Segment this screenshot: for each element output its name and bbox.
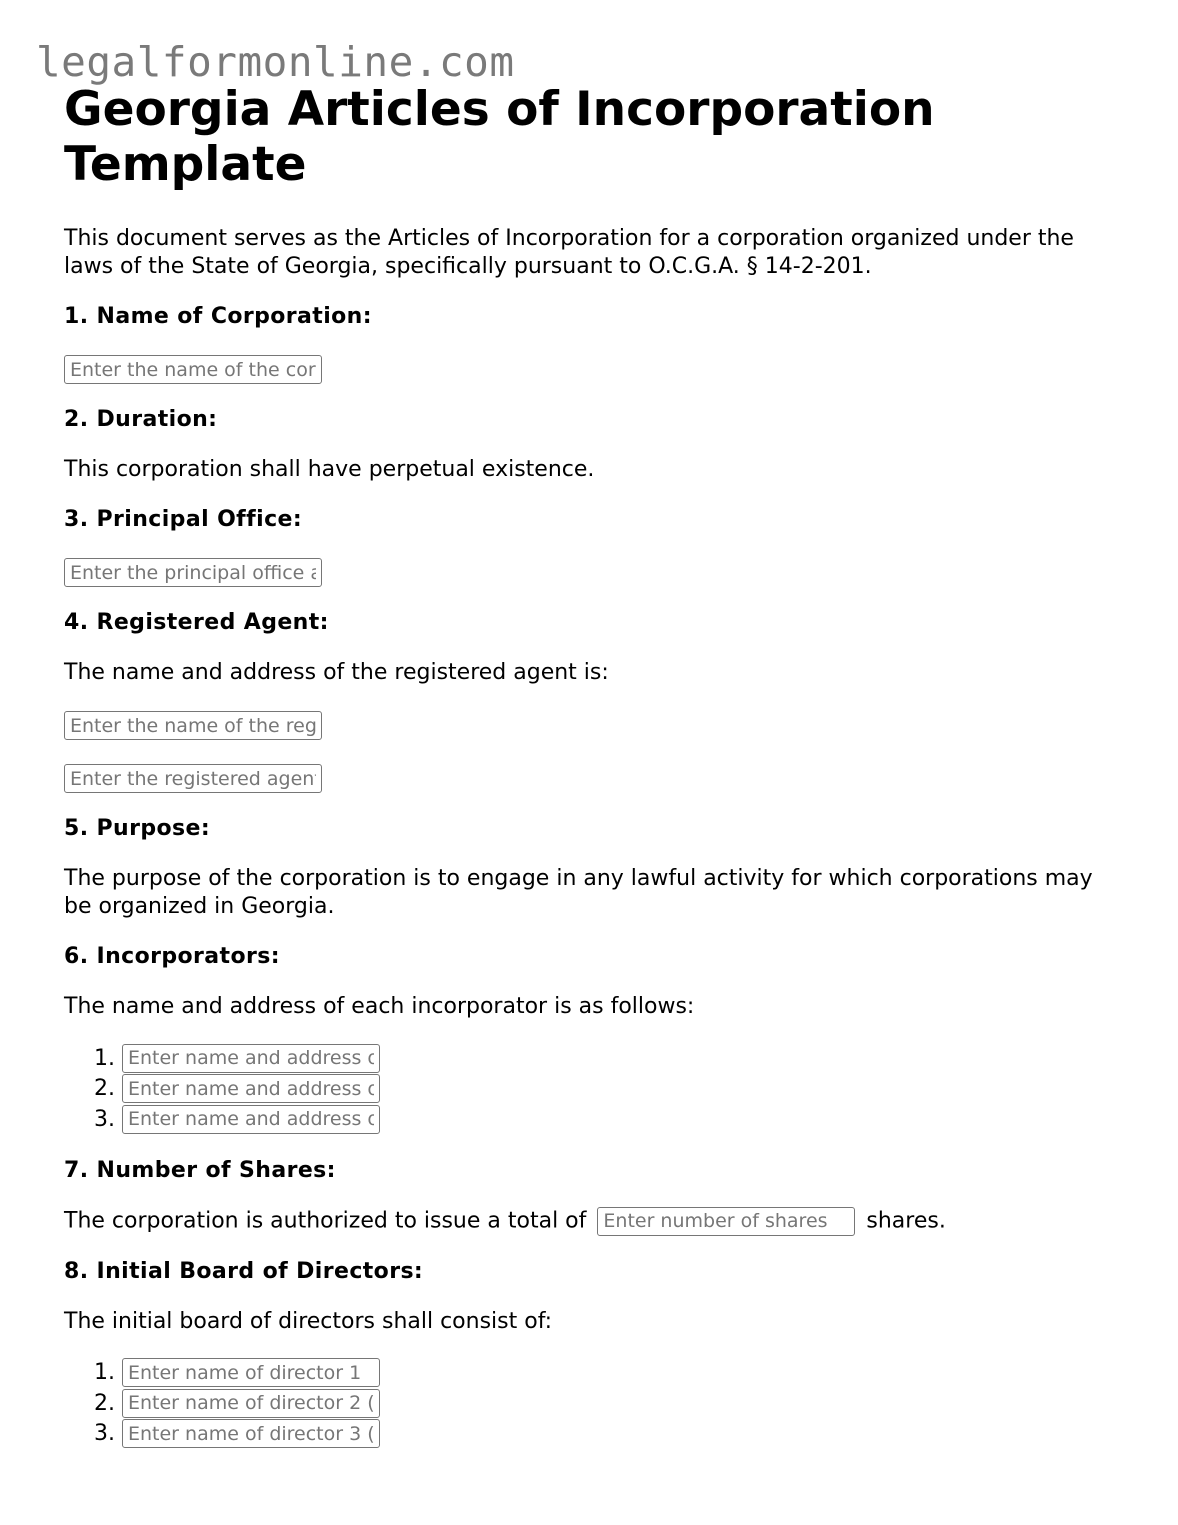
list-number: 3. [94,1106,115,1132]
duration-text: This corporation shall have perpetual existence. [64,457,595,482]
section-heading-purpose: 5. Purpose: [64,816,211,841]
incorporator-2-field[interactable] [122,1074,380,1103]
purpose-text: The purpose of the corporation is to engage in any lawful activity for which corporations may be organized in Georgia. [64,866,1093,919]
list-item [64,1388,1124,1419]
director-1-field[interactable] [122,1358,380,1387]
section-heading-directors: 8. Initial Board of Directors: [64,1258,424,1284]
agent-address-field[interactable] [64,764,322,793]
list-number: 2. [94,1390,115,1416]
list-number: 3. [94,1421,115,1447]
section-heading-name: 1. Name of Corporation: [64,304,372,329]
directors-list [64,1358,1124,1450]
shares-text-before: The corporation is authorized to issue a total of [64,1208,587,1233]
list-item [64,1358,1124,1389]
section-heading-duration: 2. Duration: [64,407,218,432]
number-of-shares-field[interactable] [597,1207,855,1236]
list-item [64,1104,1124,1135]
incorporator-3-field[interactable] [122,1105,380,1134]
document-body [64,82,1124,1449]
list-item [64,1043,1124,1074]
corporation-name-field[interactable] [64,355,322,384]
agent-text: The name and address of the registered agent is: [64,660,609,685]
directors-text: The initial board of directors shall consist of: [64,1308,553,1334]
list-item [64,1419,1124,1450]
section-heading-office: 3. Principal Office: [64,507,303,532]
list-number: 1. [94,1045,115,1071]
section-heading-agent: 4. Registered Agent: [64,610,329,635]
watermark-text: legalformonline.com [36,38,515,86]
intro-paragraph: This document serves as the Articles of Incorporation for a corporation organized under the laws of the State of Georgia, specifically pursuant to O.C.G.A. § 14-2-201. [64,226,1074,279]
list-item [64,1074,1124,1105]
agent-name-field[interactable] [64,711,322,740]
list-number: 2. [94,1076,115,1102]
section-heading-shares: 7. Number of Shares: [64,1157,336,1183]
incorporator-1-field[interactable] [122,1044,380,1073]
page-title: Georgia Articles of Incorporation Template [64,82,935,192]
list-number: 1. [94,1360,115,1386]
director-3-field[interactable] [122,1419,380,1448]
director-2-field[interactable] [122,1389,380,1418]
principal-office-field[interactable] [64,558,322,587]
section-heading-incorporators: 6. Incorporators: [64,944,280,969]
incorporators-text: The name and address of each incorporator is as follows: [64,994,695,1019]
incorporators-list [64,1043,1124,1135]
shares-text-after: shares. [866,1208,946,1233]
shares-text [64,1207,1124,1236]
